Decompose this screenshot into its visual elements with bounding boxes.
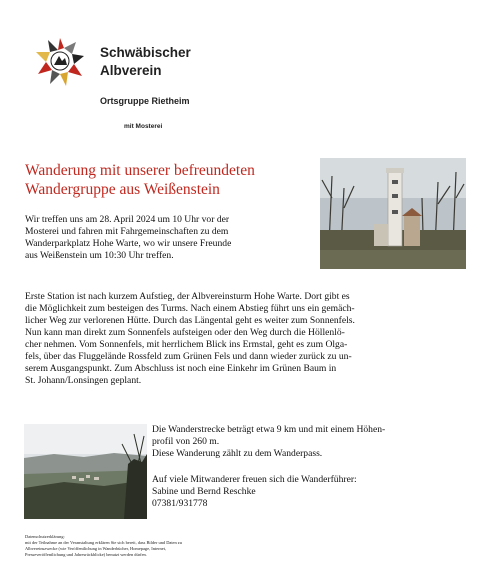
route-line: Nun kann man direkt zum Sonnenfels aufsteigen oder den Weg durch die Höllenlö- [25,327,345,338]
route-line: fels, über das Fluggelände Rossfeld zum Grünen Fels und dann wieder zurück zu un- [25,351,352,362]
contact-names: Sabine und Bernd Reschke [152,486,256,497]
intro-line: Wanderparkplatz Hohe Warte, wo wir unsere Freunde [25,238,232,249]
intro-line: Wir treffen uns am 28. April 2024 um 10 Uhr vor der [25,214,230,225]
route-details-line: Die Wanderstrecke beträgt etwa 9 km und mit einem Höhen- [152,424,386,435]
route-line: cher nehmen. Vom Sonnenfels, mit herrlichem Blick ins Ermstal, geht es zum Olga- [25,339,348,350]
page-title-line2: Wandergruppe aus Weißenstein [25,181,220,198]
route-line: Erste Station ist nach kurzem Aufstieg, der Albvereinsturm Hohe Warte. Dort gibt es [25,291,350,302]
valley-photo [24,424,147,519]
tower-photo [320,158,466,269]
route-line: serem Ausgangspunkt. Zum Abschluss ist noch eine Einkehr im Grünen Baum in [25,363,337,374]
privacy-text: Presseveröffentlichung und Jahresrückblicke) benutzt werden dürfen. [25,552,147,557]
albverein-logo [34,36,86,90]
contact-intro: Auf viele Mitwanderer freuen sich die Wanderführer: [152,474,357,485]
route-details-line: profil von 260 m. [152,436,220,447]
page-title: Wanderung mit unserer befreundeten [25,162,255,179]
org-name: Schwäbischer [100,45,191,60]
route-details-line: Diese Wanderung zählt zu dem Wanderpass. [152,448,323,459]
route-line: licher Weg zur verlorenen Hütte. Durch das Längental geht es weiter zum Sonnenfels. [25,315,355,326]
intro-line: aus Weißenstein um 10:30 Uhr treffen. [25,250,174,261]
local-group: Ortsgruppe Rietheim [100,96,190,106]
route-line: St. Johann/Lonsingen geplant. [25,375,142,386]
org-name-line2: Albverein [100,63,162,78]
privacy-text: mit der Teilnahme an der Veranstaltung erklären Sie sich bereit, dass Bilder und Daten zu [25,540,182,545]
intro-line: Mosterei und fahren mit Fahrgemeinschaften zu dem [25,226,229,237]
privacy-heading: Datenschutzerklärung: [25,534,65,539]
local-group-subtitle: mit Mosterei [124,123,163,130]
route-line: die Möglichkeit zum besteigen des Turms. Nach einem Abstieg führt uns ein gemäch- [25,303,355,314]
contact-phone: 07381/931778 [152,498,208,509]
privacy-text: Albvereinszwecke (wie Veröffentlichung in Wanderbücher, Homepage, Internet, [25,546,167,551]
